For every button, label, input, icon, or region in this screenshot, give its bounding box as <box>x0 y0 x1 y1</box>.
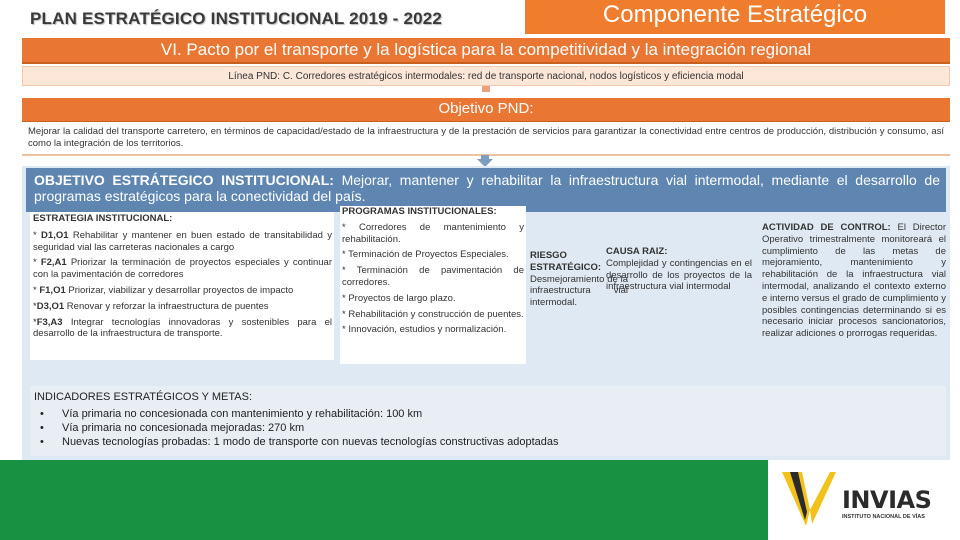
programa-item: * Terminación de Proyectos Especiales. <box>342 249 509 261</box>
actividad-control <box>760 222 948 362</box>
logo-name: INVIAS <box>842 486 932 514</box>
riesgo-text: Desmejoramiento de la infraestructura vial intermodal. <box>530 273 628 309</box>
riesgo-label: RIESGO ESTRATÉGICO: <box>530 250 602 273</box>
component-title: Componente Estratégico <box>525 0 945 34</box>
programa-item: * Proyectos de largo plazo. <box>342 292 456 304</box>
indicadores-label: INDICADORES ESTRATÉGICOS Y METAS: <box>34 391 253 403</box>
causa-label: CAUSA RAIZ: <box>606 246 668 257</box>
indicador-item: • Vía primaria no concesionada con mantenimiento y rehabilitación: 100 km <box>58 407 942 421</box>
programa-item: * Corredores de mantenimiento y rehabilitación. <box>342 221 524 245</box>
connector-arrow <box>482 86 490 92</box>
programa-item: * Rehabilitación y construcción de puentes. <box>342 308 524 320</box>
estrategia-item: *D3,O1 Renovar y reforzar la infraestructura de puentes <box>33 300 269 312</box>
objetivo-pnd-text: Mejorar la calidad del transporte carretero, en términos de capacidad/estado de la infraestructura y de la prestación de servicios para garantizar la conectividad entre centros de producción, distribución y consumo, así como la integración de los territorios. <box>22 123 950 153</box>
logo-subtitle: INSTITUTO NACIONAL DE VÍAS <box>842 514 925 520</box>
invias-logo <box>776 466 952 532</box>
programas-institucionales <box>340 206 526 364</box>
objetivo-pnd-heading: Objetivo PND: <box>22 98 950 122</box>
estrategia-item: * D1,O1 Rehabilitar y mantener en buen estado de transitabilidad y seguridad vial las carreteras nacionales a cargo <box>33 229 332 253</box>
estrategia-item: * F2,A1 Priorizar la terminación de proyectos especiales y continuar con la pavimentación de corredores <box>33 257 333 281</box>
programas-label: PROGRAMAS INSTITUCIONALES: <box>342 206 497 217</box>
indicadores-estrategicos <box>30 386 946 456</box>
programa-item: * Innovación, estudios y normalización. <box>342 324 507 336</box>
indicador-item: • Vía primaria no concesionada mejoradas: 270 km <box>58 421 942 435</box>
invias-logo-icon <box>776 466 840 532</box>
estrategia-item: * F1,O1 Priorizar, viabilizar y desarrollar proyectos de impacto <box>33 284 294 296</box>
indicadores-list <box>34 407 942 449</box>
plan-title: PLAN ESTRATÉGICO INSTITUCIONAL 2019 - 2022 <box>30 9 443 28</box>
causa-raiz <box>604 246 754 332</box>
causa-text: Complejidad y contingencias en el desarrollo de los proyectos de la infraestructura vial intermodal <box>606 257 752 293</box>
estrategia-label: ESTRATEGIA INSTITUCIONAL: <box>33 213 173 224</box>
linea-pnd: Línea PND: C. Corredores estratégicos intermodales: red de transporte nacional, nodos logísticos y eficiencia modal <box>22 66 950 86</box>
estrategia-institucional <box>30 212 334 360</box>
footer-band <box>0 460 768 540</box>
programa-item: * Terminación de pavimentación de corredores. <box>342 265 524 288</box>
actividad-text: El Director Operativo trimestralmente monitoreará el cumplimiento de las metas de mejoramiento, mantenimiento y rehabilitación de la infraestructura vial intermodal, analizando el contexto externo e interno versus el grado de cumplimiento y posibles contingencias determinando si es necesario iniciar procesos sancionatorios, realizar adiciones o prorrogas requeridas. <box>762 222 946 340</box>
objetivo-institucional-text: Mejorar, mantener y rehabilitar la infraestructura vial intermodal, mediante el desarrollo de programas estratégicos para la conectividad del país. <box>34 172 940 204</box>
pacto-banner: VI. Pacto por el transporte y la logística para la competitividad y la integración regional <box>22 38 950 64</box>
objetivo-institucional-label: OBJETIVO ESTRÁTEGICO INSTITUCIONAL: <box>34 172 334 188</box>
indicador-item: • Nuevas tecnologías probadas: 1 modo de transporte con nuevas tecnologías constructivas adoptadas <box>58 435 942 449</box>
actividad-label: ACTIVIDAD DE CONTROL: <box>762 222 891 233</box>
estrategia-item: *F3,A3 Integrar tecnologías innovadoras y sostenibles para el desarrollo de la infraestructura de transporte. <box>33 316 332 340</box>
